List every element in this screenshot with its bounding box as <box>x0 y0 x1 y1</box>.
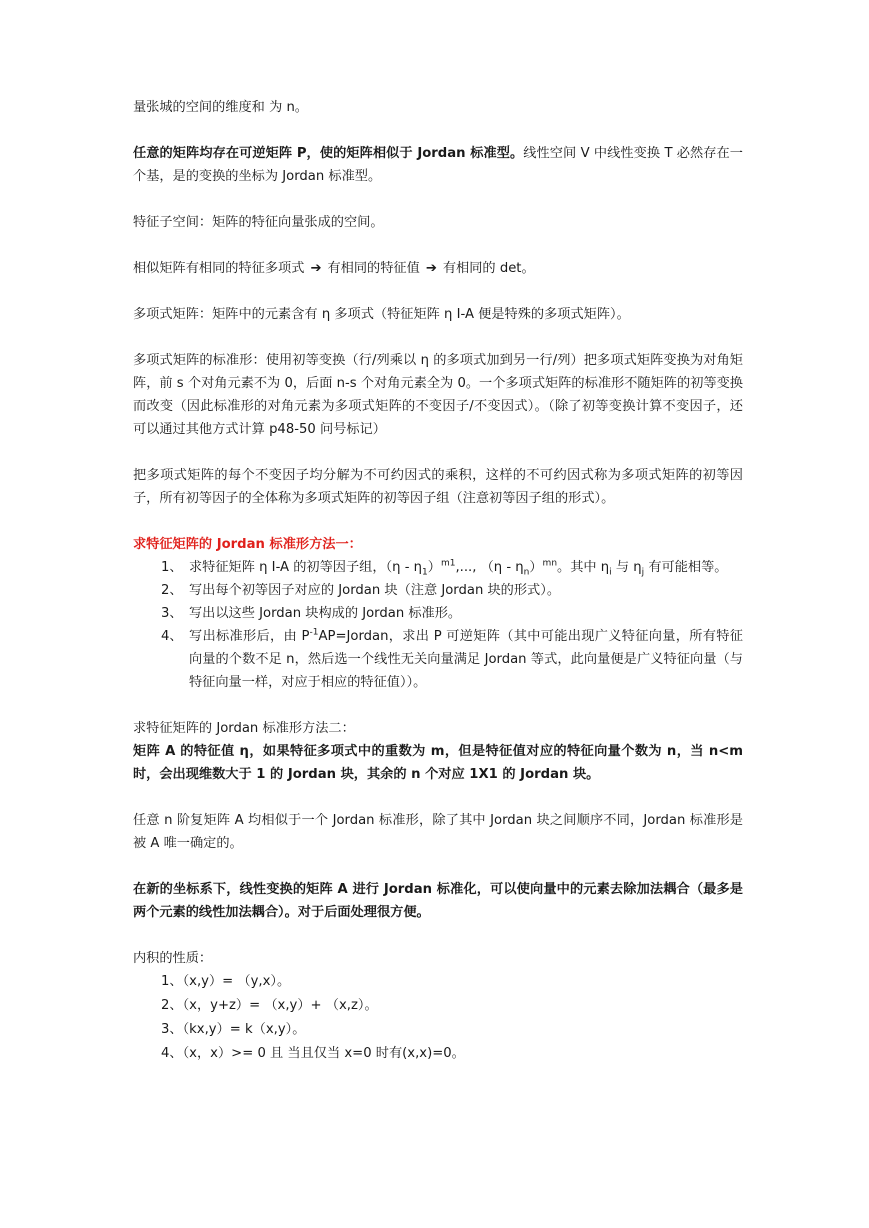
subscript: i <box>609 567 612 578</box>
list-item <box>133 625 743 694</box>
superscript: mn <box>542 558 558 569</box>
similar-part-c: 有相同的 det。 <box>442 261 535 276</box>
jordan-existence-rest: 线性空间 V 中线性变换 T 必然存在一个基，是的变换的坐标为 Jordan 标准型。 <box>133 146 743 184</box>
subscript: 1 <box>422 567 428 578</box>
list-item: 2、（x，y+z）= （x,y）+ （x,z）。 <box>161 998 378 1013</box>
paragraph-elementary-divisors: 把多项式矩阵的每个不变因子均分解为不可约因式的乘积，这样的不可约因式称为多项式矩阵的初等因子，所有初等因子的全体称为多项式矩阵的初等因子组（注意初等因子组的形式）。 <box>133 468 743 506</box>
paragraph-similar-matrices <box>133 257 743 280</box>
step-text: 有可能相等。 <box>644 560 728 575</box>
list-item <box>133 579 743 602</box>
step-number: 4、 <box>161 629 183 644</box>
list-item <box>133 602 743 625</box>
superscript: -1 <box>309 627 319 638</box>
paragraph-polynomial-matrix: 多项式矩阵：矩阵中的元素含有 η 多项式（特征矩阵 η I-A 便是特殊的多项式矩阵）。 <box>133 307 630 322</box>
paragraph-standard-form: 多项式矩阵的标准形：使用初等变换（行/列乘以 η 的多项式加到另一行/列）把多项式矩阵变换为对角矩阵，前 s 个对角元素不为 0，后面 n-s 个对角元素全为 0。一个多项式矩阵的标准形不随矩阵的初等变换而改变（因此标准形的对角元素为多项式矩阵的不变因子/不变因式）。（除了初等变换计算不变因子，还可以通过其他方式计算 p48-50 问号标记） <box>133 353 743 437</box>
step-text: ） <box>529 560 543 575</box>
subscript: j <box>641 567 645 578</box>
inner-product-list <box>133 970 743 1066</box>
superscript: m1 <box>440 558 456 569</box>
list-item: 1、（x,y）= （y,x）。 <box>161 974 291 989</box>
subscript: n <box>523 567 530 578</box>
similar-part-b: 有相同的特征值 <box>327 261 420 276</box>
step-text: 。其中 η <box>557 560 610 575</box>
jordan-existence-bold: 任意的矩阵均存在可逆矩阵 P，使的矩阵相似于 Jordan 标准型。 <box>133 146 524 161</box>
method1-steps <box>133 556 743 694</box>
method2-title: 求特征矩阵的 Jordan 标准形方法二： <box>133 721 355 736</box>
step-text: 与 η <box>611 560 642 575</box>
paragraph-eigen-subspace: 特征子空间：矩阵的特征向量张成的空间。 <box>133 215 384 230</box>
inner-product-title: 内积的性质： <box>133 951 213 966</box>
method1-title: 求特征矩阵的 Jordan 标准形方法一： <box>133 537 362 552</box>
step-text: 求特征矩阵 η I-A 的初等因子组，（η - η <box>189 560 423 575</box>
step-text: ,..., （η - η <box>455 560 524 575</box>
step-number: 1、 <box>161 560 183 575</box>
step-text: ） <box>427 560 441 575</box>
step-number: 2、 <box>161 583 183 598</box>
right-arrow-icon: ➔ <box>310 261 322 276</box>
list-item: 4、（x，x）>= 0 且 当且仅当 x=0 时有(x,x)=0。 <box>161 1046 465 1061</box>
right-arrow-icon: ➔ <box>425 261 437 276</box>
step-text: 写出每个初等因子对应的 Jordan 块（注意 Jordan 块的形式）。 <box>189 583 561 598</box>
method2-body: 矩阵 A 的特征值 η，如果特征多项式中的重数为 m，但是特征值对应的特征向量个数为 n，当 n<m 时，会出现维数大于 1 的 Jordan 块，其余的 n 个对应 1X1 的 Jordan 块。 <box>133 744 743 782</box>
step-number: 3、 <box>161 606 183 621</box>
list-item <box>133 556 743 579</box>
paragraph-span-dimension: 量张城的空间的维度和 为 n。 <box>133 100 308 115</box>
paragraph-jordan-existence <box>133 142 743 188</box>
document-page <box>133 96 743 1066</box>
paragraph-jordan-uniqueness: 任意 n 阶复矩阵 A 均相似于一个 Jordan 标准形，除了其中 Jordan 块之间顺序不同，Jordan 标准形是被 A 唯一确定的。 <box>133 813 743 851</box>
step-text: 写出以这些 Jordan 块构成的 Jordan 标准形。 <box>189 606 462 621</box>
step-text: AP=Jordan，求出 P 可逆矩阵（其中可能出现广义特征向量，所有特征向量的个数不足 n，然后选一个线性无关向量满足 Jordan 等式，此向量便是广义特征向量（与特征向量一样，对应于相应的特征值））。 <box>189 629 743 690</box>
similar-part-a: 相似矩阵有相同的特征多项式 <box>133 261 305 276</box>
list-item: 3、（kx,y）= k（x,y）。 <box>161 1022 306 1037</box>
paragraph-decoupling: 在新的坐标系下，线性变换的矩阵 A 进行 Jordan 标准化，可以使向量中的元素去除加法耦合（最多是两个元素的线性加法耦合）。对于后面处理很方便。 <box>133 882 743 920</box>
step-text: 写出标准形后，由 P <box>189 629 310 644</box>
